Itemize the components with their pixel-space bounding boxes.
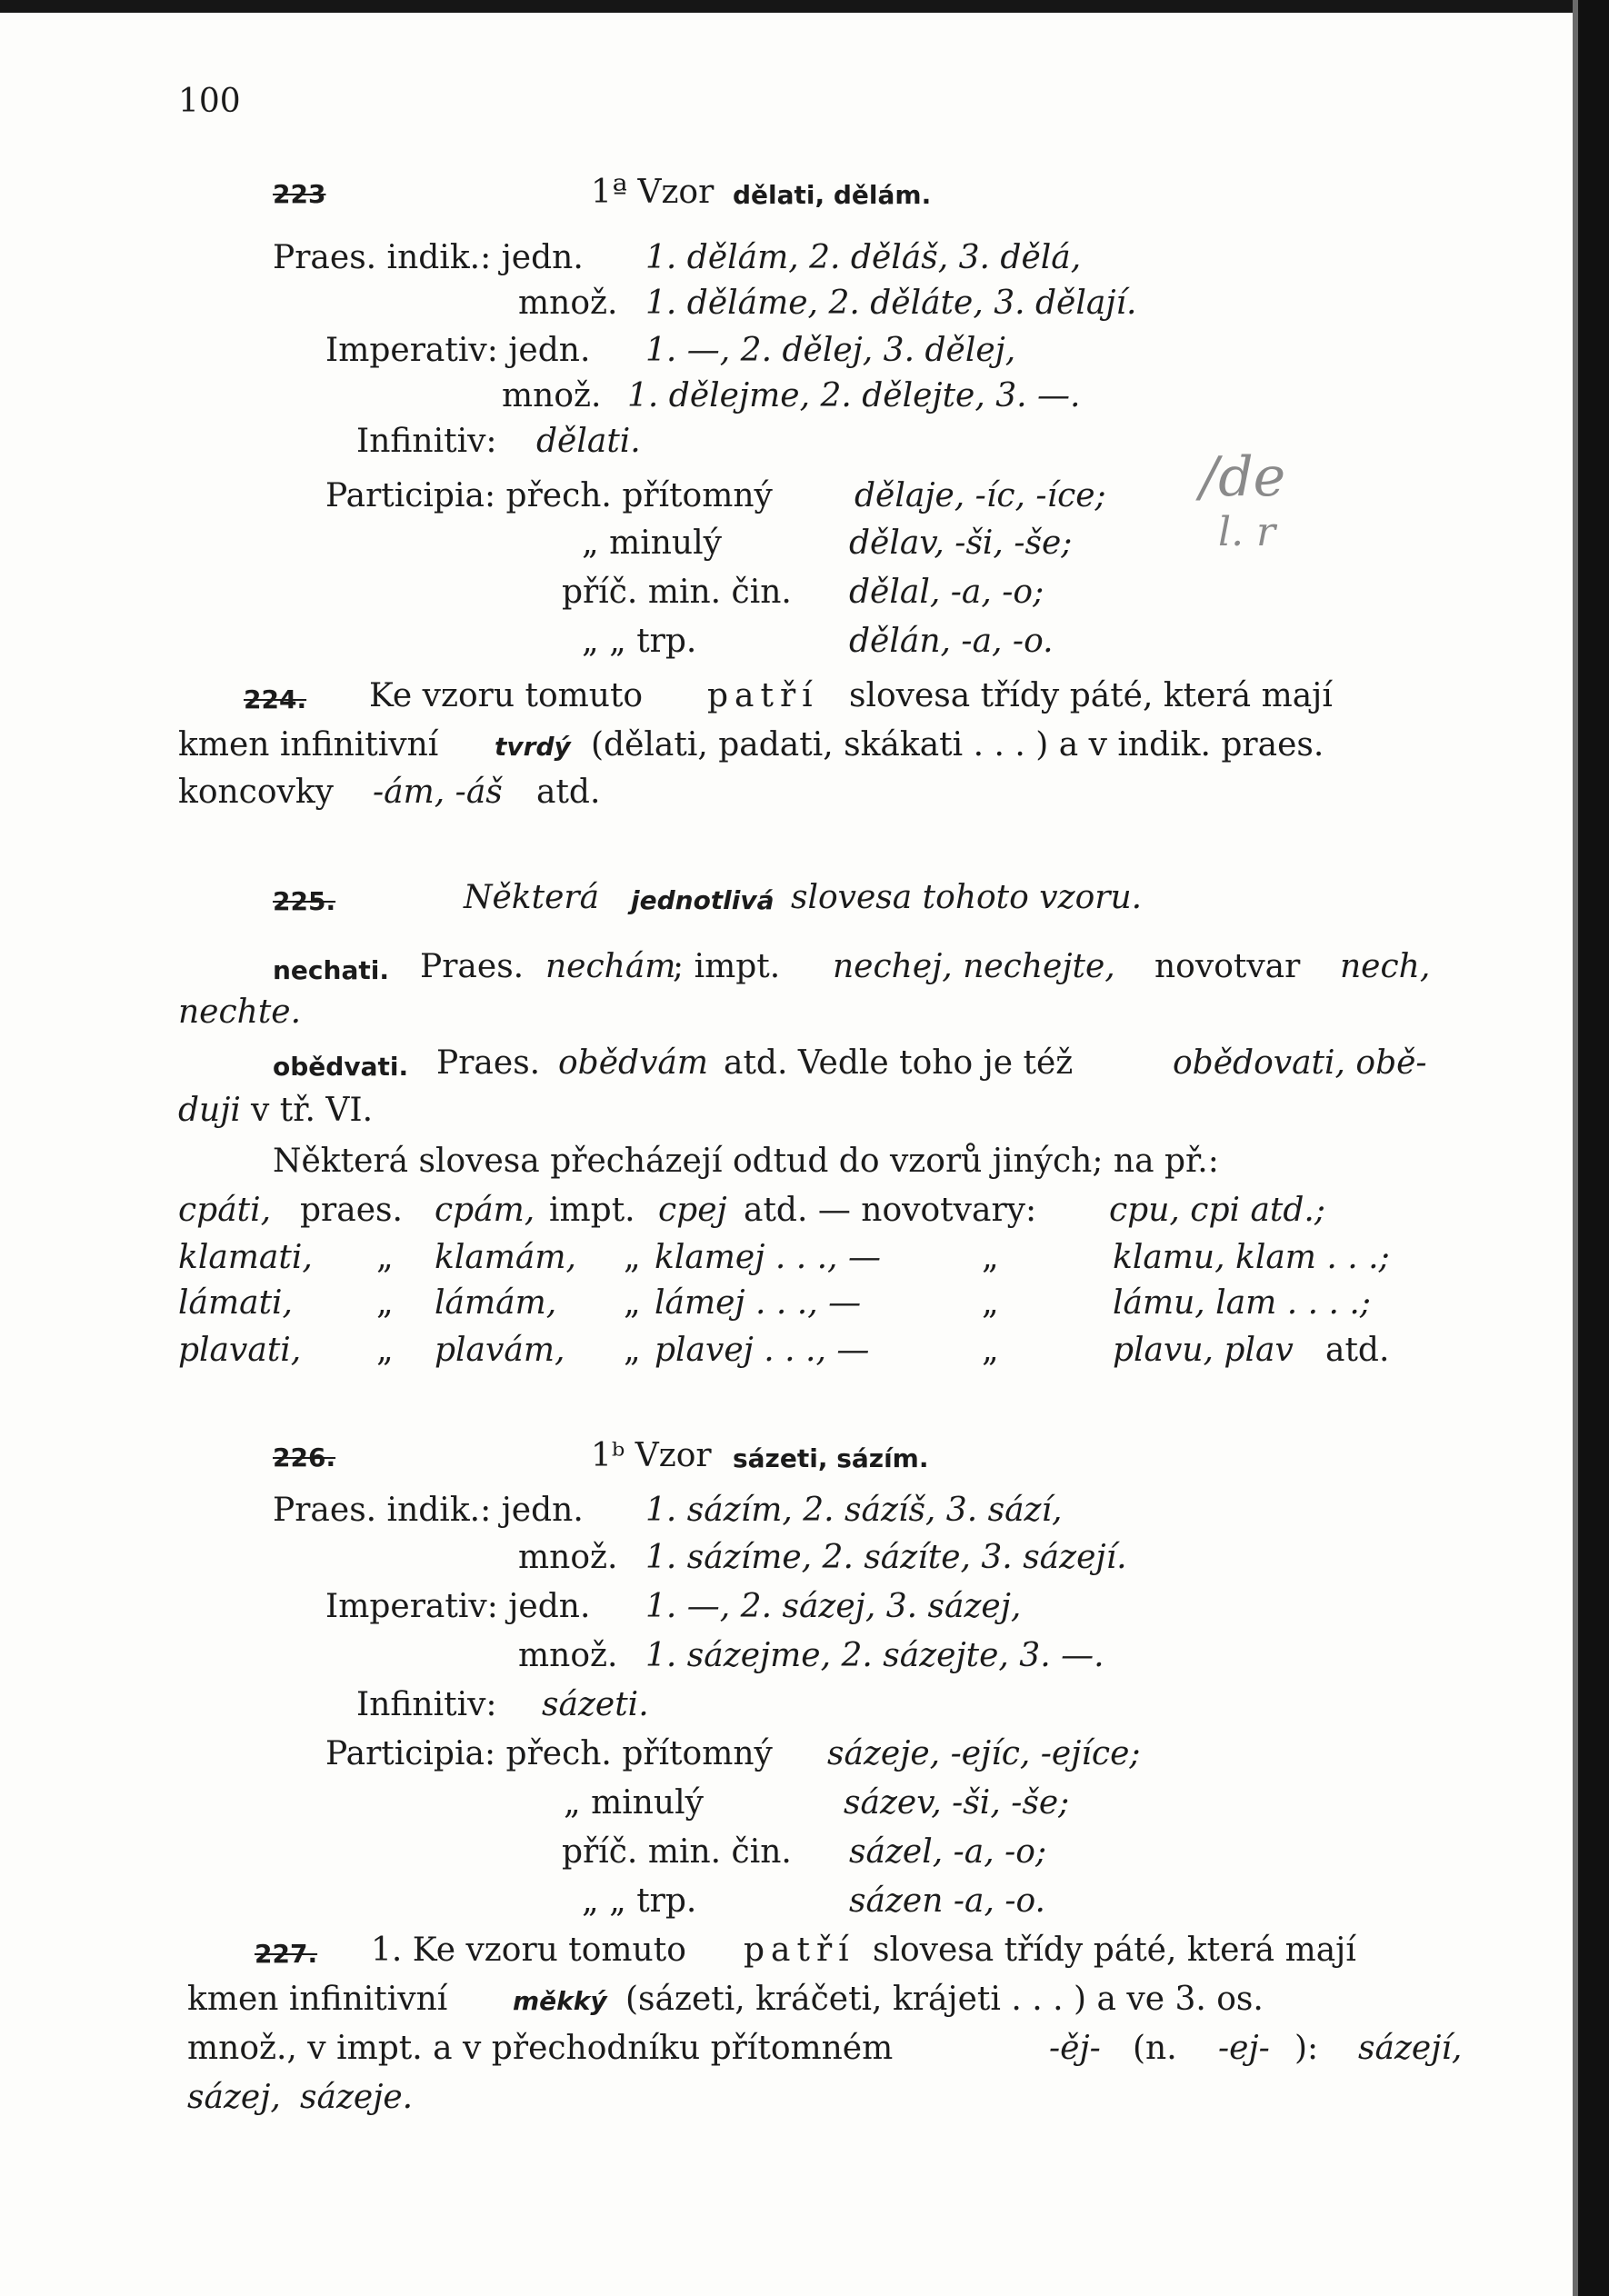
table-cell: „ <box>982 1284 999 1322</box>
entry-text: atd. Vedle toho je též <box>724 1044 1074 1082</box>
margin-handwriting: /de <box>1200 445 1286 509</box>
paragraph-text: množ., v impt. a v přechodníku přítomném <box>187 2030 894 2067</box>
conj-label: „ „ trp. <box>582 1882 697 1920</box>
table-cell: klamati, <box>178 1239 313 1276</box>
paragraph-text: patří <box>744 1932 855 1969</box>
conj-label: Participia: přech. přítomný <box>325 477 773 514</box>
paragraph-text: slovesa třídy páté, která mají <box>873 1932 1356 1969</box>
conj-label: množ. <box>518 1539 618 1576</box>
entry-text: ; impt. <box>673 948 781 985</box>
table-cell: cpej <box>658 1192 727 1229</box>
table-cell: cpáti, <box>178 1192 272 1229</box>
paragraph-text: -ám, -áš <box>373 774 503 811</box>
section-heading: jednotlivá <box>631 885 775 915</box>
conj-forms: 1. sázíme, 2. sázíte, 3. sázejí. <box>645 1539 1127 1576</box>
conj-forms: dělán, -a, -o. <box>849 623 1054 660</box>
conj-label: Infinitiv: <box>356 1686 497 1723</box>
table-cell: „ <box>624 1332 641 1369</box>
paragraph-text: kmen infinitivní <box>178 726 439 764</box>
section-heading: slovesa tohoto vzoru. <box>791 879 1143 916</box>
paragraph-text: sázejí, <box>1358 2030 1463 2067</box>
paragraph-text: 1. Ke vzoru tomuto <box>371 1932 686 1969</box>
paragraph-text: měkký <box>513 1986 607 2016</box>
table-cell: cpám, <box>435 1192 535 1229</box>
table-cell: praes. <box>300 1192 403 1229</box>
paragraph-text: sázej, <box>187 2079 281 2116</box>
table-cell: lámej . . ., — <box>655 1284 862 1322</box>
entry-text: nechám <box>545 948 676 985</box>
section-number-224: 224. <box>244 684 307 714</box>
conj-label: množ. <box>518 285 618 322</box>
paragraph-text: -ěj- <box>1049 2030 1101 2067</box>
paragraph-text: atd. <box>536 774 601 811</box>
paragraph-text: koncovky <box>178 774 334 811</box>
paragraph-text: (sázeti, kráčeti, krájeti . . . ) a ve 3. os. <box>625 1981 1264 2018</box>
paragraph-text: sázeje. <box>300 2079 414 2116</box>
conj-forms: 1. sázím, 2. sázíš, 3. sází, <box>645 1492 1063 1529</box>
table-cell: klamej . . ., — <box>655 1239 881 1276</box>
conj-forms: 1. —, 2. dělej, 3. dělej, <box>645 332 1016 369</box>
conj-forms: 1. dělejme, 2. dělejte, 3. —. <box>627 377 1081 414</box>
paragraph-text: slovesa třídy páté, která mají <box>849 677 1333 714</box>
conj-label: „ minulý <box>564 1784 704 1822</box>
pattern-heading-verb: sázeti, sázím. <box>733 1443 929 1473</box>
conj-forms: sázen -a, -o. <box>849 1882 1045 1920</box>
table-cell: „ <box>624 1239 641 1276</box>
table-cell: lámám, <box>435 1284 557 1322</box>
pattern-heading-prefix: 1ª Vzor <box>591 174 715 211</box>
entry-text: Praes. <box>420 948 525 985</box>
section-number-227: 227. <box>255 1939 318 1969</box>
entry-text: nechte. <box>178 993 302 1031</box>
conj-forms: dělal, -a, -o; <box>849 574 1044 611</box>
table-cell: plavu, plav <box>1113 1332 1294 1369</box>
margin-handwriting: l. r <box>1218 509 1276 555</box>
pattern-heading-verb: dělati, dělám. <box>733 180 932 210</box>
entry-text: novotvar <box>1154 948 1301 985</box>
conj-label: Participia: přech. přítomný <box>325 1735 773 1772</box>
table-cell: „ <box>982 1239 999 1276</box>
entry-text: obědovati, obě- <box>1173 1044 1427 1082</box>
table-cell: „ <box>376 1239 394 1276</box>
conj-forms: dělati. <box>536 423 641 460</box>
table-cell: klamám, <box>435 1239 576 1276</box>
conj-label: množ. <box>518 1637 618 1674</box>
section-number-226: 226. <box>273 1442 336 1472</box>
table-cell: cpu, cpi atd.; <box>1109 1192 1325 1229</box>
table-cell: „ <box>624 1284 641 1322</box>
conj-label: Praes. indik.: jedn. <box>273 239 584 276</box>
conj-forms: sázel, -a, -o; <box>849 1833 1047 1871</box>
conj-label: množ. <box>502 377 602 414</box>
paragraph-text: -ej- <box>1218 2030 1270 2067</box>
table-cell: „ <box>376 1284 394 1322</box>
table-cell: atd. — novotvary: <box>744 1192 1037 1229</box>
conj-label: Imperativ: jedn. <box>325 332 591 369</box>
conj-forms: 1. sázejme, 2. sázejte, 3. —. <box>645 1637 1104 1674</box>
table-cell: impt. <box>549 1192 635 1229</box>
table-cell: plavej . . ., — <box>655 1332 870 1369</box>
conj-forms: sázeti. <box>542 1686 649 1723</box>
paragraph-text: Některá slovesa přecházejí odtud do vzorů jiných; na př.: <box>273 1143 1219 1180</box>
table-cell: plavati, <box>178 1332 302 1369</box>
conj-forms: sázev, -ši, -še; <box>844 1784 1070 1822</box>
paragraph-text: kmen infinitivní <box>187 1981 448 2018</box>
entry-text: Praes. <box>436 1044 541 1082</box>
entry-text: obědvám <box>558 1044 709 1082</box>
table-cell: klamu, klam . . .; <box>1113 1239 1390 1276</box>
paragraph-text: ): <box>1294 2030 1319 2067</box>
paragraph-text: (n. <box>1133 2030 1177 2067</box>
entry-text: v tř. VI. <box>251 1092 374 1129</box>
paragraph-text: tvrdý <box>495 732 571 762</box>
entry-label: nechati. <box>273 955 389 985</box>
section-number-223: 223 <box>273 179 326 209</box>
pattern-heading-prefix: 1ᵇ Vzor <box>591 1437 712 1474</box>
conj-label: Imperativ: jedn. <box>325 1588 591 1625</box>
paragraph-text: (dělati, padati, skákati . . . ) a v indik. praes. <box>591 726 1324 764</box>
conj-label: „ minulý <box>582 524 722 562</box>
conj-label: Praes. indik.: jedn. <box>273 1492 584 1529</box>
section-number-225: 225. <box>273 886 336 916</box>
scan-edge-top <box>0 0 1609 13</box>
scan-edge-right <box>1578 0 1609 2296</box>
table-cell: atd. <box>1325 1332 1390 1369</box>
conj-forms: 1. děláme, 2. děláte, 3. dělají. <box>645 285 1137 322</box>
conj-label: „ „ trp. <box>582 623 697 660</box>
paragraph-text: Ke vzoru tomuto <box>369 677 644 714</box>
table-cell: „ <box>982 1332 999 1369</box>
paragraph-text: patří <box>707 677 819 714</box>
conj-forms: dělaje, -íc, -íce; <box>854 477 1106 514</box>
conj-forms: 1. —, 2. sázej, 3. sázej, <box>645 1588 1022 1625</box>
conj-forms: sázeje, -ejíc, -ejíce; <box>827 1735 1141 1772</box>
table-cell: plavám, <box>435 1332 565 1369</box>
table-cell: „ <box>376 1332 394 1369</box>
conj-label: příč. min. čin. <box>562 1833 792 1871</box>
section-heading: Některá <box>464 879 600 916</box>
page-number: 100 <box>178 83 241 120</box>
entry-label: obědvati. <box>273 1052 409 1082</box>
table-cell: lámati, <box>178 1284 293 1322</box>
entry-text: duji <box>178 1092 241 1129</box>
table-cell: lámu, lam . . . .; <box>1113 1284 1371 1322</box>
conj-label: Infinitiv: <box>356 423 497 460</box>
conj-label: příč. min. čin. <box>562 574 792 611</box>
conj-forms: dělav, -ši, -še; <box>849 524 1073 562</box>
entry-text: nech, <box>1340 948 1431 985</box>
conj-forms: 1. dělám, 2. děláš, 3. dělá, <box>645 239 1082 276</box>
entry-text: nechej, nechejte, <box>833 948 1115 985</box>
